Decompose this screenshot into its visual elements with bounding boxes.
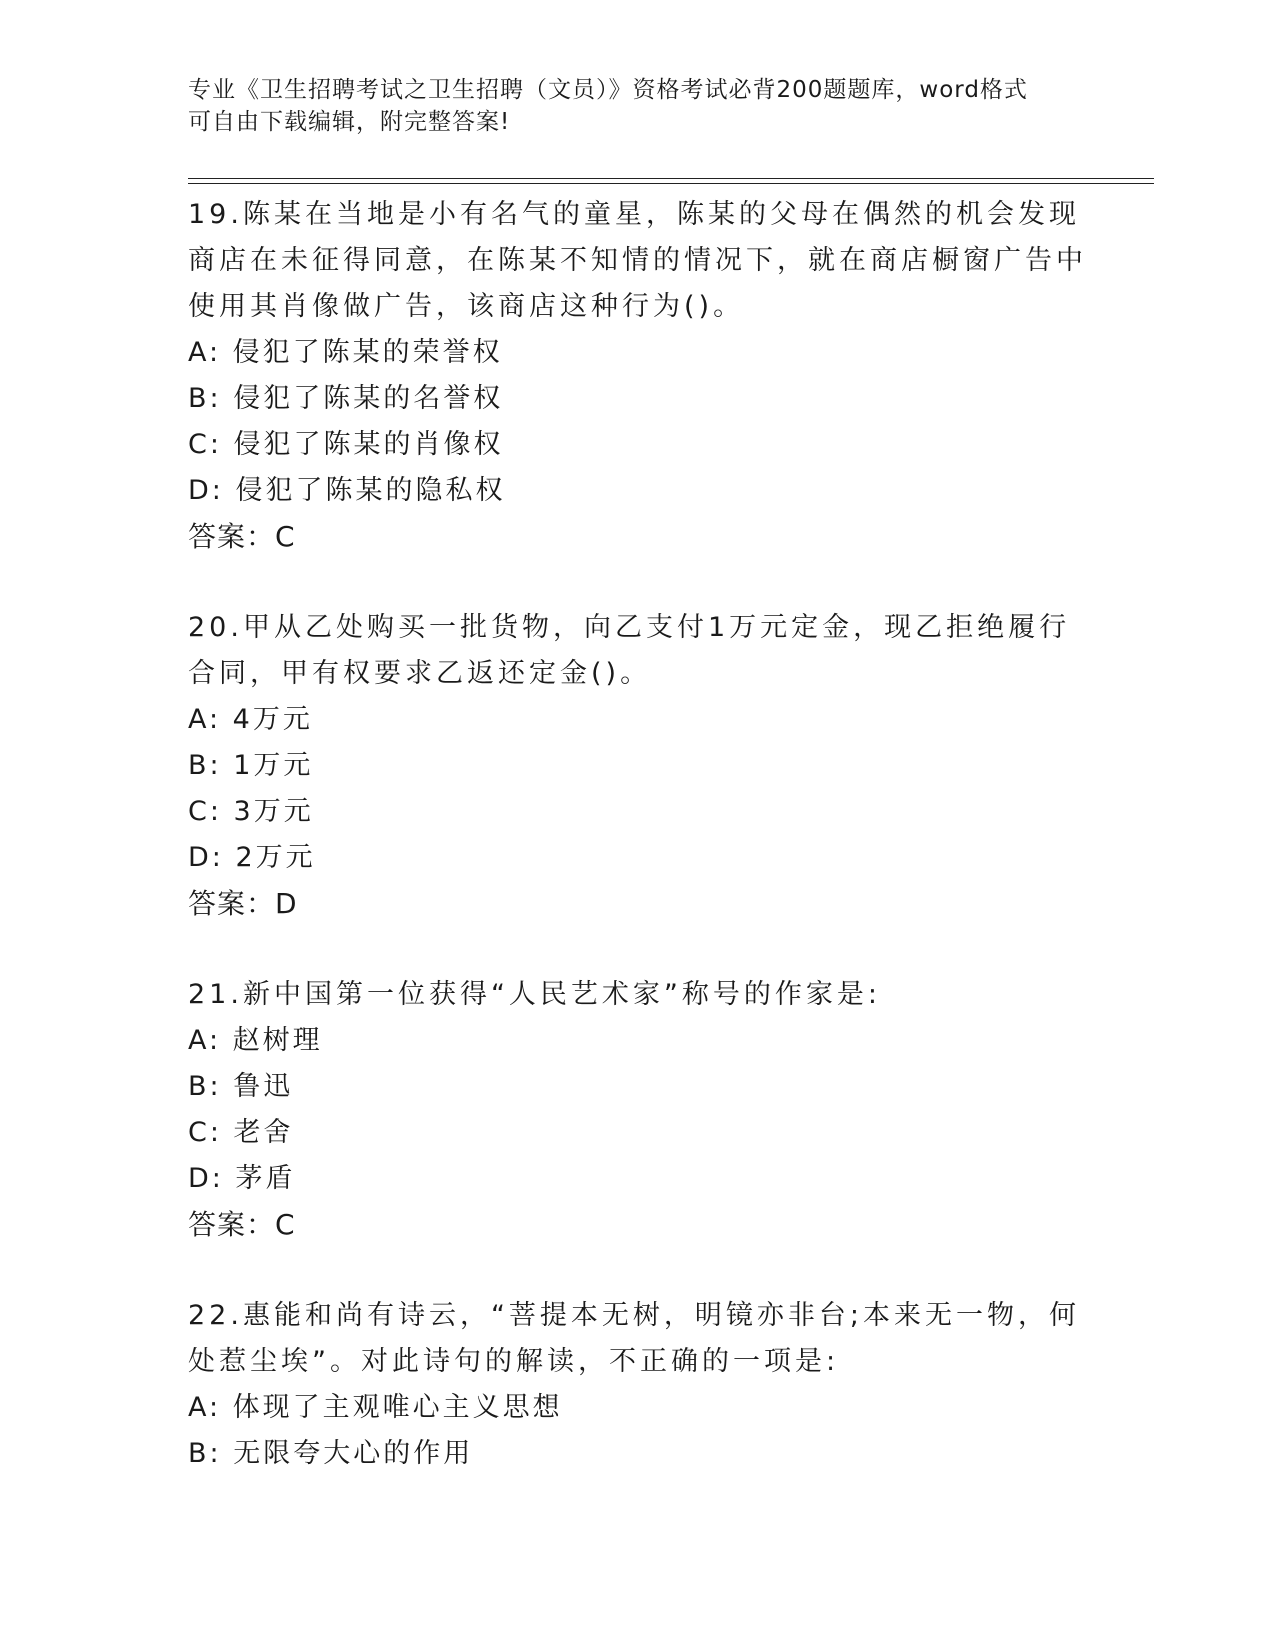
document-header	[188, 74, 1068, 138]
answer-line: 答案：D	[188, 887, 298, 920]
option-b: B: 侵犯了陈某的名誉权	[188, 383, 504, 414]
option-b: B: 无限夸大心的作用	[188, 1438, 474, 1469]
question-list	[188, 192, 1088, 1522]
header-line-2: 可自由下载编辑，附完整答案!	[188, 109, 511, 135]
question-stem: 19.陈某在当地是小有名气的童星，陈某的父母在偶然的机会发现商店在未征得同意，在陈某不知情的情况下，就在商店橱窗广告中使用其肖像做广告，该商店这种行为()。	[188, 199, 1087, 322]
option-a: A: 侵犯了陈某的荣誉权	[188, 337, 503, 368]
header-divider-top	[188, 178, 1154, 179]
option-d: D: 侵犯了陈某的隐私权	[188, 475, 506, 506]
option-a: A: 赵树理	[188, 1025, 323, 1056]
question-item	[188, 192, 1088, 560]
option-a: A: 体现了主观唯心主义思想	[188, 1392, 563, 1423]
option-b: B: 鲁迅	[188, 1071, 294, 1102]
option-b: B: 1万元	[188, 750, 314, 781]
option-d: D: 2万元	[188, 842, 316, 873]
option-c: C: 老舍	[188, 1117, 294, 1148]
question-item	[188, 605, 1088, 927]
option-a: A: 4万元	[188, 704, 313, 735]
option-d: D: 茅盾	[188, 1163, 296, 1194]
question-stem: 21.新中国第一位获得“人民艺术家”称号的作家是:	[188, 979, 882, 1010]
question-stem: 22.惠能和尚有诗云，“菩提本无树，明镜亦非台;本来无一物，何处惹尘埃”。对此诗句的解读，不正确的一项是:	[188, 1300, 1081, 1377]
question-item	[188, 1293, 1088, 1477]
answer-line: 答案：C	[188, 1208, 296, 1241]
option-c: C: 3万元	[188, 796, 314, 827]
header-divider-bottom	[188, 183, 1154, 184]
question-item	[188, 972, 1088, 1248]
question-stem: 20.甲从乙处购买一批货物，向乙支付1万元定金，现乙拒绝履行合同，甲有权要求乙返还定金()。	[188, 612, 1071, 689]
header-line-1: 专业《卫生招聘考试之卫生招聘（文员）》资格考试必背200题题库，word格式	[188, 77, 1028, 103]
answer-line: 答案：C	[188, 520, 296, 553]
option-c: C: 侵犯了陈某的肖像权	[188, 429, 504, 460]
